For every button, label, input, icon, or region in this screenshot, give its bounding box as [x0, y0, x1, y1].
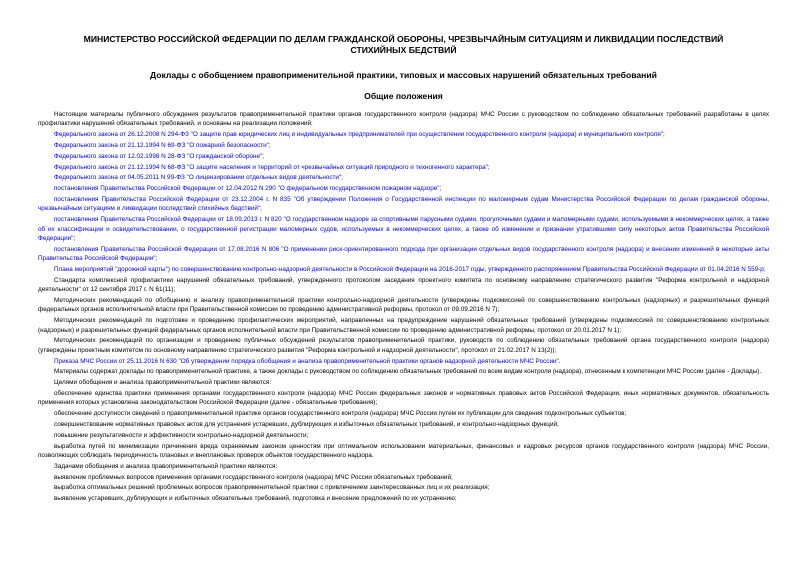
paragraph: Целями обобщения и анализа правоприменительной практики являются: [54, 379, 272, 387]
paragraph: Материалы содержат доклады по правоприменительной практике, а также доклады с руководством по соблюдению обязательных требований по всем видам контроля (надзора), отнесенным к компетенции МЧС России (далее - Доклады). [54, 368, 762, 376]
paragraph: Методических рекомендаций по обобщению и анализу правоприменительной практики контрольно-надзорной деятельности (утверждены подкомиссией по совершенствованию контрольных (надзорных) и разрешительных функций федеральных органов исполнительной власти при Правительственной комиссии по проведению административной реформы, протокол от 09.09.2016 N 7); [38, 297, 769, 314]
paragraph: Задачами обобщения и анализа правоприменительной практики являются: [54, 462, 278, 470]
legal-reference-link[interactable]: Федерального закона от 26.12.2008 N 294-ФЗ "О защите прав юридических лиц и индивидуальных предпринимателей при осуществлении государственного контроля (надзора) и муниципального контроля"; [54, 131, 665, 139]
legal-reference-link[interactable]: постановления Правительства Российской Федерации от 23.12.2004 г. N 835 "Об утверждении Положения о Государственной инспекции по маломерным судам Министерства Российской Федерации по делам гражданской обороны, чрезвычайным ситуациям и ликвидации последствий стихийных бедствий"; [38, 195, 769, 213]
legal-reference-link[interactable]: Федерального закона от 21.12.1994 N 69-ФЗ "О пожарной безопасности"; [54, 142, 271, 149]
document-subtitle: Доклады с обобщением правоприменительной практики, типовых и массовых нарушений обязательных требований [150, 70, 657, 80]
paragraph: Методических рекомендаций по подготовке и проведению профилактических мероприятий, направленных на предупреждение нарушений обязательных требований (утверждены подкомиссией по совершенствованию контрольных (надзорных) и разрешительных функций федеральных органов исполнительной власти при Правительственной комиссии по проведению административной реформы, протокол от 20.01.2017 N 1); [38, 317, 769, 334]
legal-reference-link[interactable]: постановления Правительства Российской Федерации от 18.09.2013 г. N 820 "О государственном надзоре за спортивными парусными судами, прогулочными судами и маломерными судами, используемыми в некоммерческих целях, а также об их классификации и освидетельствовании, о государственной регистрации маломерных судов, используемых в некоммерческих целях, а также об изменении и признании утратившими силу некоторых актов Правительства Российской Федерации"; [38, 216, 769, 242]
paragraph: обеспечение доступности сведений о правоприменительной практике органов государственного контроля (надзора) МЧС России путем их публикации для сведения подконтрольных субъектов; [54, 410, 627, 418]
legal-reference-link[interactable]: Федерального закона от 21.12.1994 N 68-ФЗ "О защите населения и территорий от чрезвычайных ситуаций природного и техногенного характера"; [54, 163, 490, 171]
paragraph: выработка оптимальных решений проблемных вопросов правоприменительной практики с привлечением заинтересованных лиц и их реализация; [54, 484, 490, 492]
legal-reference-link[interactable]: Федерального закона от 12.02.1998 N 28-ФЗ "О гражданской обороне"; [54, 152, 265, 160]
paragraph: Настоящие материалы публичного обсуждения результатов правоприменительной практики органов государственного контроля (надзора) МЧС России с руководством по соблюдению обязательных требований разработаны в целях профилактики нарушений обязательных требований, и основаны на реализации положений: [38, 111, 769, 128]
paragraph: Стандарта комплексной профилактики нарушений обязательных требований, утвержденного протоколом заседания проектного комитета по основному направлению стратегического развития "Реформа контрольной и надзорной деятельности" от 12 сентября 2017 г. N 61(11); [38, 276, 769, 294]
legal-reference-link[interactable]: постановления Правительства Российской Федерации от 17.08.2016 N 806 "О применении риск-ориентированного подхода при организации отдельных видов государственного контроля (надзора) и внесении изменений в некоторые акты Правительства Российской Федерации"; [38, 245, 769, 263]
legal-reference-link[interactable]: Федерального закона от 04.05.2011 N 99-ФЗ "О лицензировании отдельных видов деятельности"; [54, 174, 343, 182]
paragraph: выявление устаревших, дублирующих и избыточных обязательных требований, подготовка и внесение предложений по их устранению; [54, 495, 457, 503]
legal-reference-link[interactable]: Приказа МЧС России от 25.11.2016 N 630 "Об утверждении порядка обобщения и анализа правоприменительной практики органов надзорной деятельности МЧС России". [54, 357, 561, 365]
paragraph: выявление проблемных вопросов применения органами государственного контроля (надзора) МЧС России обязательных требований; [54, 473, 453, 481]
legal-reference-link[interactable]: Плана мероприятий "дорожной карты") по совершенствованию контрольно-надзорной деятельности в Российской Федерации на 2016-2017 годы, утвержденного распоряжением Правительства Российской Федерации от 01.04.2016 N 559-р; [54, 266, 766, 273]
paragraph: совершенствование нормативных правовых актов для устранения устаревших, дублирующих и избыточных обязательных требований, и контрольно-надзорных функций; [54, 421, 559, 428]
paragraph: обеспечение единства практики применения органами государственного контроля (надзора) МЧС России федеральных законов и нормативных правовых актов Российской Федерации, иных нормативных документов, обязательность применения которых установлена законодательством Российской Федерации (далее - обязательные требования); [38, 390, 769, 407]
ministry-title: МИНИСТЕРСТВО РОССИЙСКОЙ ФЕДЕРАЦИИ ПО ДЕЛАМ ГРАЖДАНСКОЙ ОБОРОНЫ, ЧРЕЗВЫЧАЙНЫМ СИТУАЦИЯМ И ЛИКВИДАЦИИ ПОСЛЕДСТВИЙ СТИХИЙНЫХ БЕДСТВИЙ [83, 34, 724, 55]
legal-reference-link[interactable]: постановления Правительства Российской Федерации от 12.04.2012 N 290 "О федеральном государственном пожарном надзоре"; [54, 185, 442, 193]
paragraph: Методических рекомендаций по организации и проведению публичных обсуждений результатов правоприменительной практики, руководств по соблюдению обязательных требований органа государственного контроля (надзора) (утверждены проектным комитетом по основному направлению стратегического развития "Реформа контрольной и надзорной деятельности", протокол от 21.02.2017 N 13(2)); [38, 337, 769, 354]
paragraph: выработка путей по минимизации причинения вреда охраняемым законом ценностям при оптимальном использовании материальных, финансовых и кадровых ресурсов органов государственного контроля (надзора) МЧС России, позволяющих соблюдать периодичность плановых и внеплановых проверок объектов государственного надзора. [38, 442, 769, 459]
paragraph: повышение результативности и эффективности контрольно-надзорной деятельности; [54, 431, 309, 439]
document-body [38, 110, 769, 504]
section-heading: Общие положения [364, 91, 443, 101]
